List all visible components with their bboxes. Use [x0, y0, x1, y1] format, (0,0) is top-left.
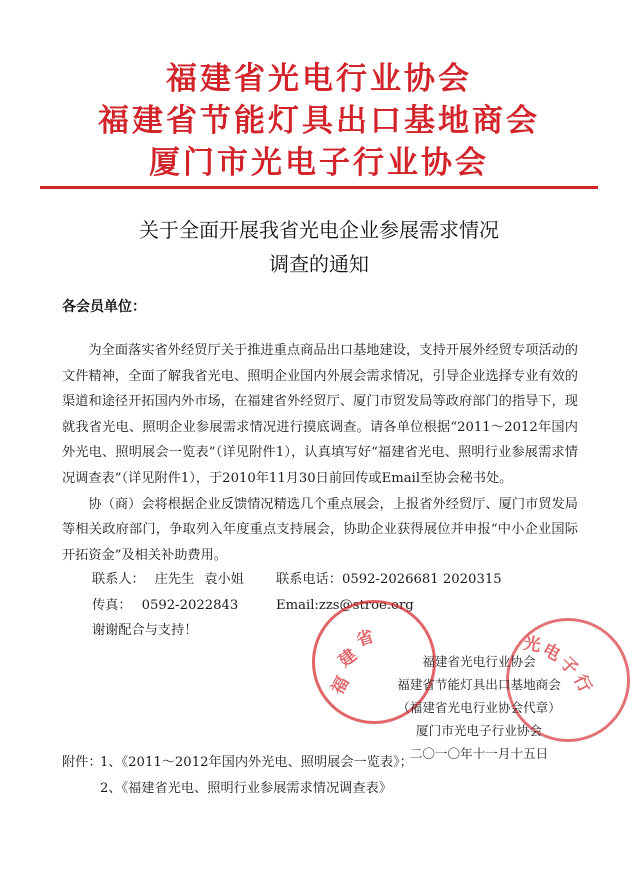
seal-char: 电 — [539, 639, 564, 666]
contact-phone: 0592-2026681 2020315 — [341, 572, 502, 587]
fax-number: 0592-2022843 — [141, 597, 239, 613]
signature-org-2: 福建省节能灯具出口基地商会 — [397, 677, 561, 692]
document-title — [0, 213, 638, 281]
org-name-2: 福建省节能灯具出口基地商会 — [98, 103, 540, 139]
fax-label: 传真： — [92, 597, 132, 613]
signature-org-1: 福建省光电行业协会 — [422, 654, 536, 669]
attachments — [62, 750, 413, 802]
contact-person-1: 庄先生 — [154, 572, 195, 587]
signature-block — [354, 650, 604, 765]
attachment-1: 1、《2011～2012年国内外光电、照明展会一览表》； — [100, 755, 413, 770]
paragraph-1: 为全面落实省外经贸厅关于推进重点商品出口基地建设，支持开展外经贸专项活动的文件精神，全面了解我省光电、照明企业国内外展会需求情况，引导企业选择专业有效的渠道和途径开拓国内外市场，在福建省外经贸厅、厦门市贸发局等政府部门的指导下，现就我省光电、照明企业参展需求情况进行摸底调查。请各单位根据“2011～2012年国内外光电、照明展会一览表”（详见附件1），认真填写好“福建省光电、照明行业参展需求情况调查表”（详见附件1），于2010年11月30日前回传或Email至协会秘书处。 — [62, 343, 578, 486]
signature-date: 二〇一〇年十一月十五日 — [409, 746, 549, 761]
attachments-label: 附件： — [62, 755, 102, 770]
title-line-1: 关于全面开展我省光电企业参展需求情况 — [139, 218, 499, 242]
attachment-2: 2、《福建省光电、照明行业参展需求情况调查表》 — [100, 781, 392, 796]
contact-phone-label: 联系电话： — [276, 572, 342, 587]
attachment-item — [62, 776, 413, 802]
title-line-2: 调查的通知 — [269, 252, 369, 276]
seal-char: 光 — [521, 633, 543, 657]
contact-row-1 — [92, 567, 592, 593]
thanks-line: 谢谢配合与支持！ — [92, 623, 198, 638]
seal-char: 建 — [335, 645, 361, 672]
letterhead-rule — [40, 186, 598, 189]
seal-char: 福 — [327, 673, 354, 699]
contact-person-2: 袁小姐 — [204, 572, 244, 587]
email-address[interactable]: zzs@stroe.org — [318, 597, 414, 613]
signature-org-4: 厦门市光电子行业协会 — [416, 723, 542, 738]
org-name-3: 厦门市光电子行业协会 — [149, 145, 489, 181]
seal-char: 行 — [569, 671, 596, 696]
seal-char: 子 — [555, 653, 582, 680]
attachment-item — [62, 750, 413, 776]
org-name-1: 福建省光电行业协会 — [166, 61, 472, 97]
letterhead — [0, 58, 638, 184]
email-label: Email: — [276, 597, 319, 613]
contact-person-label: 联系人： — [92, 572, 145, 587]
salutation: 各会员单位： — [62, 299, 146, 315]
body-text — [62, 338, 578, 568]
paragraph-2: 协（商）会将根据企业反馈情况精选几个重点展会，上报省外经贸厅、厦门市贸发局等相关政府部门，争取列入年度重点支持展会，协助企业获得展位并申报“中小企业国际开拓资金”及相关补助费用。 — [62, 496, 578, 563]
seal-char: 省 — [354, 626, 377, 652]
signature-org-3: （福建省光电行业协会代章） — [397, 700, 561, 715]
